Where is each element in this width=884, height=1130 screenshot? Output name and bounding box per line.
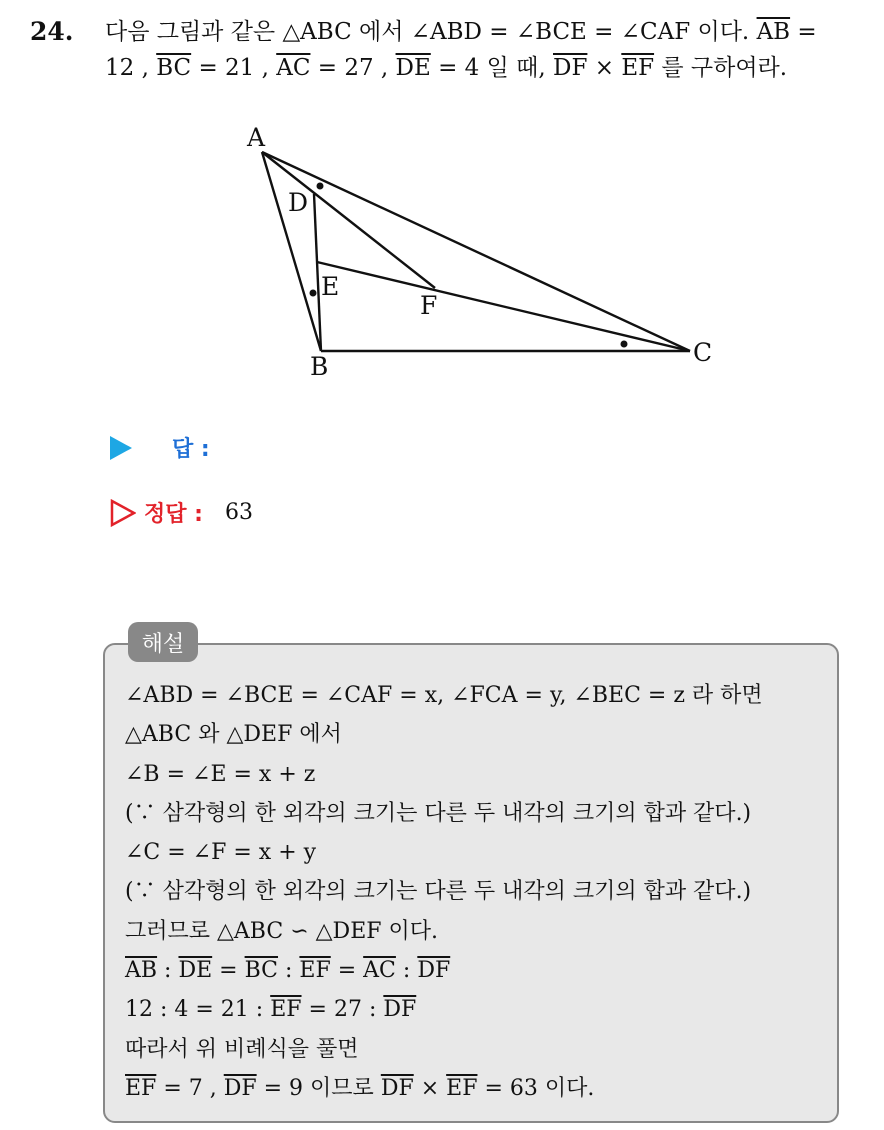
solution-text-part: = 9 이므로 <box>256 1075 381 1101</box>
segment-df: $\overline{DF}$ <box>223 1075 257 1101</box>
solution-text-part: 12 : 4 = 21 : <box>125 997 271 1023</box>
segment-df: $\overline{DF}$ <box>553 55 588 81</box>
solution-text <box>125 676 763 1108</box>
solution-line: ∠B = ∠E = x + z <box>125 761 316 787</box>
ratio-sep: : <box>395 958 418 984</box>
solution-line: ∠ABD = ∠BCE = ∠CAF = x, ∠FCA = y, ∠BEC = z 라 하면 <box>125 683 763 708</box>
segment-df: $\overline{DF}$ <box>380 1075 414 1101</box>
problem-text: = 4 일 때, <box>430 55 553 81</box>
segment-ce <box>317 262 690 351</box>
label-c: C <box>693 338 713 367</box>
ratio-sep: : <box>157 958 179 984</box>
segment-ef: $\overline{EF}$ <box>621 55 655 81</box>
solution-line: (∵ 삼각형의 한 외각의 크기는 다른 두 내각의 크기의 합과 같다.) <box>125 879 752 905</box>
correct-value: 63 <box>224 500 253 525</box>
solution-text-part: = 63 이다. <box>477 1075 595 1101</box>
problem-text: = 27 , <box>310 55 396 81</box>
solution-line-result <box>125 1069 763 1108</box>
angle-mark-a <box>317 183 324 190</box>
solution-line: (∵ 삼각형의 한 외각의 크기는 다른 두 내각의 크기의 합과 같다.) <box>125 800 752 826</box>
segment-ac: $\overline{AC}$ <box>276 55 311 81</box>
correct-label: 정답 : <box>144 502 203 527</box>
play-icon <box>110 436 132 460</box>
triangle-figure <box>230 112 730 382</box>
side-ab <box>262 152 321 351</box>
problem-text: 다음 그림과 같은 △ABC 에서 ∠ABD = ∠BCE = ∠CAF 이다. <box>105 19 757 45</box>
ratio-sep: = <box>212 958 245 984</box>
solution-line: △ABC 와 △DEF 에서 <box>125 722 342 748</box>
outline-triangle-icon <box>110 499 136 527</box>
segment-ac: $\overline{AC}$ <box>363 958 396 984</box>
angle-mark-b <box>310 290 317 297</box>
solution-text-part: × <box>413 1075 447 1101</box>
solution-line: 따라서 위 비례식을 풀면 <box>125 1036 359 1062</box>
problem-line-1 <box>105 14 817 50</box>
problem-text: = 21 , <box>191 55 277 81</box>
solution-text-part: = 27 : <box>301 997 384 1023</box>
solution-line: 그러므로 △ABC ∽ △DEF 이다. <box>125 918 439 944</box>
problem-text: × <box>587 55 622 81</box>
solution-line-values <box>125 990 763 1029</box>
ratio-sep: = <box>330 958 364 984</box>
label-e: E <box>321 272 340 301</box>
answer-label: 답 : <box>172 437 210 462</box>
segment-bc: $\overline{BC}$ <box>244 958 279 984</box>
problem-number: 24. <box>30 17 74 46</box>
segment-bc: $\overline{BC}$ <box>156 55 192 81</box>
label-b: B <box>310 352 329 381</box>
segment-ab: $\overline{AB}$ <box>756 19 791 45</box>
solution-tag: 해설 <box>128 622 198 662</box>
problem-text: 12 , <box>105 55 157 81</box>
angle-mark-c <box>621 341 628 348</box>
answer-row <box>110 432 210 463</box>
problem-line-2 <box>105 50 787 86</box>
correct-answer-row <box>110 497 253 528</box>
ratio-sep: : <box>278 958 300 984</box>
segment-ef: $\overline{EF}$ <box>446 1075 478 1101</box>
segment-de: $\overline{DE}$ <box>395 55 431 81</box>
segment-ef: $\overline{EF}$ <box>125 1075 157 1101</box>
problem-text: 를 구하여라. <box>654 55 788 81</box>
segment-ef: $\overline{EF}$ <box>270 997 302 1023</box>
label-a: A <box>247 123 266 152</box>
segment-ef: $\overline{EF}$ <box>299 958 331 984</box>
segment-ab: $\overline{AB}$ <box>125 958 158 984</box>
solution-text-part: = 7 , <box>156 1075 224 1101</box>
segment-de: $\overline{DE}$ <box>178 958 213 984</box>
segment-df: $\overline{DF}$ <box>383 997 417 1023</box>
label-d: D <box>288 188 309 217</box>
label-f: F <box>420 291 438 320</box>
problem-text: = <box>790 19 817 45</box>
segment-df: $\overline{DF}$ <box>417 958 451 984</box>
solution-line: ∠C = ∠F = x + y <box>125 840 317 866</box>
solution-line-ratio <box>125 951 763 990</box>
side-ac <box>262 152 690 351</box>
